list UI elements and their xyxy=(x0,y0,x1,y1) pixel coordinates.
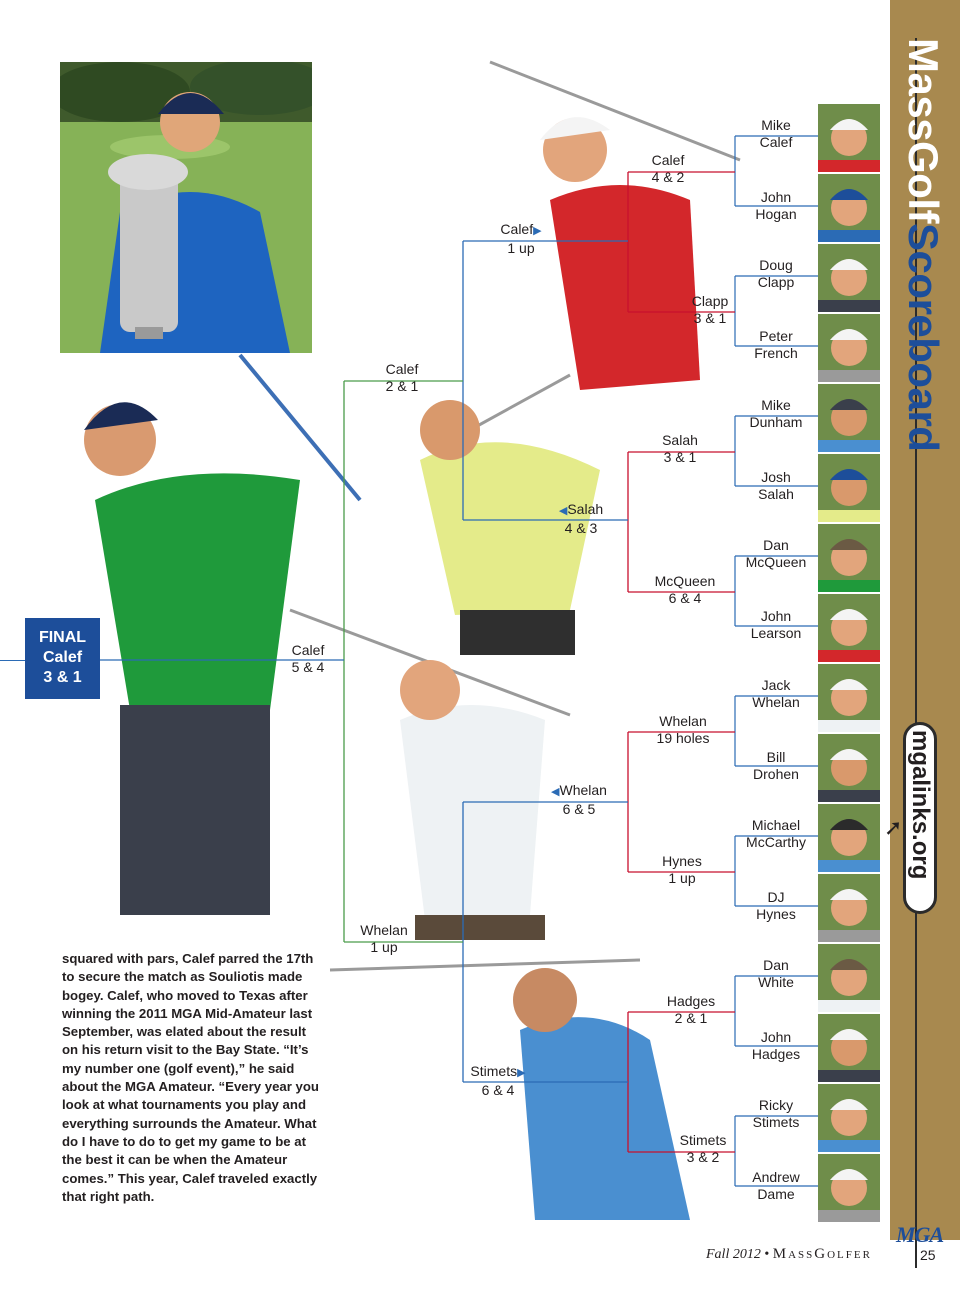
player-name: Bill Drohen xyxy=(753,749,799,782)
quarterfinal-result: ◀Salah 4 & 3 xyxy=(558,501,604,536)
round2-result: Clapp 3 & 1 xyxy=(691,293,729,326)
quarterfinal-result: ◀Whelan 6 & 5 xyxy=(551,782,607,817)
player-name: Doug Clapp xyxy=(757,257,795,290)
semifinal-result: Whelan 1 up xyxy=(360,922,408,955)
semifinal-result: Calef 2 & 1 xyxy=(385,361,419,394)
section-title xyxy=(900,38,947,452)
arrow-right-icon: ▶ xyxy=(517,1067,526,1079)
arrow-left-icon: ◀ xyxy=(558,505,568,517)
round2-result: McQueen 6 & 4 xyxy=(654,573,716,606)
player-name: Ricky Stimets xyxy=(752,1097,800,1130)
final-result-box xyxy=(25,618,100,699)
footer-separator: • xyxy=(764,1247,770,1262)
player-name: Michael McCarthy xyxy=(746,817,806,850)
final-connector xyxy=(0,660,25,661)
website-link[interactable]: mgalinks.org xyxy=(907,730,934,880)
issue-label: Fall 2012 xyxy=(706,1247,761,1262)
quarterfinal-result: Stimets▶ 6 & 4 xyxy=(470,1063,526,1098)
player-name: Peter French xyxy=(754,328,798,361)
arrow-right-icon: ▶ xyxy=(533,225,542,237)
player-name: John Hadges xyxy=(751,1029,801,1062)
player-name: DJ Hynes xyxy=(756,889,796,922)
player-name: John Learson xyxy=(750,608,802,641)
final-label: FINAL xyxy=(38,629,87,646)
player-name: Dan McQueen xyxy=(745,537,807,570)
player-name: Mike Calef xyxy=(759,117,793,150)
final-score: 3 & 1 xyxy=(43,669,82,686)
round2-result: Hadges 2 & 1 xyxy=(666,993,716,1026)
player-name: Jack Whelan xyxy=(752,677,800,710)
title-massgolf: MassGolf xyxy=(900,38,947,224)
publication-name: MassGolfer xyxy=(772,1246,872,1262)
round2-result: Hynes 1 up xyxy=(662,853,702,886)
player-name: Josh Salah xyxy=(758,469,794,502)
player-name: Mike Dunham xyxy=(749,397,803,430)
round2-result: Whelan 19 holes xyxy=(656,713,710,746)
quarterfinal-result: Calef▶ 1 up xyxy=(500,221,542,256)
round2-result: Stimets 3 & 2 xyxy=(679,1132,727,1165)
page-number: 25 xyxy=(920,1247,936,1263)
round2-result: Calef 4 & 2 xyxy=(651,152,685,185)
mga-logo: MGA xyxy=(896,1222,944,1247)
story-text: squared with pars, Calef parred the 17th to secure the match as Souliotis made bogey. Calef, who moved to Texas after winning the 2011 MGA Mid-Amateur last September, was elated about the result on his return visit to the Bay State. “It’s my number one (golf event),” he said about the MGA Amateur. “Every year you look at what tournaments you play and everything surrounds the Amateur. What do I have to do to get my game to be at the best it can be when the Amateur comes.” This year, Calef traveled exactly that right path. xyxy=(62,951,319,1204)
final-winner: Calef xyxy=(42,649,83,666)
cursor-arrow-icon: ➚ xyxy=(884,815,903,840)
round2-result: Salah 3 & 1 xyxy=(662,432,698,465)
arrow-left-icon: ◀ xyxy=(551,786,560,798)
championship-result: Calef 5 & 4 xyxy=(291,642,325,675)
player-name: Dan White xyxy=(758,957,794,990)
player-name: Andrew Dame xyxy=(752,1169,800,1202)
player-name: John Hogan xyxy=(755,189,797,222)
title-scoreboard: Scoreboard xyxy=(900,223,947,452)
